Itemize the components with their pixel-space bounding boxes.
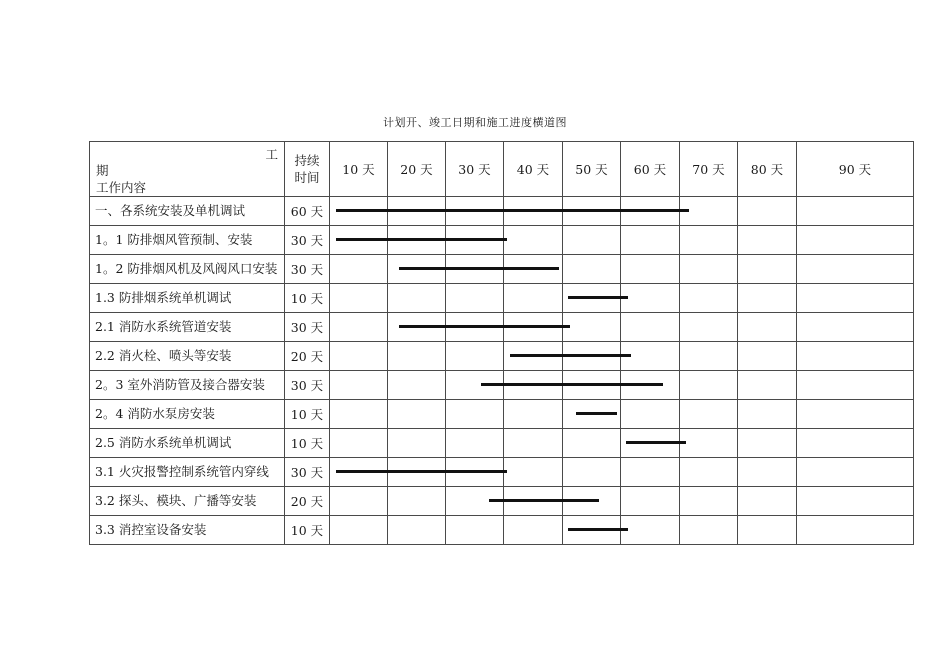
timeline-cell	[797, 487, 914, 516]
period-header: 80 天	[738, 142, 797, 197]
timeline-cell	[563, 371, 621, 400]
timeline-cell	[738, 429, 797, 458]
timeline-cell	[388, 458, 446, 487]
task-name-cell	[90, 342, 285, 371]
duration-label-line2: 时间	[294, 170, 320, 185]
timeline-cell	[330, 342, 388, 371]
header-corner-cell	[90, 142, 285, 197]
timeline-cell	[388, 313, 446, 342]
timeline-cell	[621, 226, 680, 255]
timeline-cell	[680, 313, 738, 342]
timeline-cell	[563, 429, 621, 458]
period-header: 90 天	[797, 142, 914, 197]
timeline-cell	[504, 313, 563, 342]
timeline-cell	[388, 284, 446, 313]
timeline-cell	[330, 197, 388, 226]
task-row	[90, 487, 914, 516]
timeline-cell	[680, 255, 738, 284]
timeline-cell	[563, 197, 621, 226]
timeline-cell	[504, 429, 563, 458]
gantt-table	[89, 141, 872, 541]
timeline-cell	[797, 400, 914, 429]
task-row	[90, 284, 914, 313]
timeline-cell	[797, 458, 914, 487]
timeline-cell	[446, 400, 504, 429]
timeline-cell	[621, 458, 680, 487]
task-row	[90, 429, 914, 458]
timeline-cell	[504, 284, 563, 313]
timeline-cell	[621, 429, 680, 458]
task-name-cell	[90, 516, 285, 545]
timeline-cell	[563, 487, 621, 516]
timeline-cell	[680, 487, 738, 516]
period-header: 70 天	[680, 142, 738, 197]
timeline-cell	[563, 342, 621, 371]
timeline-cell	[446, 487, 504, 516]
period-header: 60 天	[621, 142, 680, 197]
timeline-cell	[388, 255, 446, 284]
task-row	[90, 197, 914, 226]
task-row	[90, 226, 914, 255]
task-name: 2。3 室外消防管及接合器安装	[95, 377, 265, 392]
timeline-cell	[738, 284, 797, 313]
timeline-cell	[330, 429, 388, 458]
header-row	[90, 142, 914, 197]
timeline-cell	[446, 197, 504, 226]
task-name-cell	[90, 226, 285, 255]
task-duration: 10 天	[285, 429, 330, 458]
timeline-cell	[446, 429, 504, 458]
task-name-cell	[90, 313, 285, 342]
corner-period-label-2: 期	[96, 163, 109, 178]
timeline-cell	[680, 516, 738, 545]
timeline-cell	[388, 371, 446, 400]
timeline-cell	[738, 400, 797, 429]
timeline-cell	[446, 458, 504, 487]
timeline-cell	[563, 284, 621, 313]
timeline-cell	[446, 255, 504, 284]
timeline-cell	[330, 400, 388, 429]
task-name-cell	[90, 371, 285, 400]
timeline-cell	[446, 371, 504, 400]
task-row	[90, 255, 914, 284]
timeline-cell	[563, 400, 621, 429]
timeline-cell	[680, 342, 738, 371]
task-name: 1。2 防排烟风机及风阀风口安装	[95, 261, 278, 276]
timeline-cell	[563, 313, 621, 342]
timeline-cell	[504, 487, 563, 516]
timeline-cell	[330, 226, 388, 255]
timeline-cell	[388, 516, 446, 545]
task-name-cell	[90, 197, 285, 226]
task-name-cell	[90, 429, 285, 458]
task-duration: 30 天	[285, 371, 330, 400]
timeline-cell	[738, 371, 797, 400]
timeline-cell	[738, 226, 797, 255]
timeline-cell	[738, 458, 797, 487]
task-duration: 20 天	[285, 342, 330, 371]
task-row	[90, 516, 914, 545]
corner-period-label: 工	[265, 147, 278, 162]
task-row	[90, 400, 914, 429]
task-duration: 10 天	[285, 284, 330, 313]
timeline-cell	[446, 342, 504, 371]
timeline-cell	[388, 342, 446, 371]
timeline-cell	[621, 487, 680, 516]
timeline-cell	[446, 226, 504, 255]
timeline-cell	[330, 458, 388, 487]
task-row	[90, 342, 914, 371]
timeline-cell	[446, 516, 504, 545]
task-name: 2。4 消防水泵房安装	[95, 406, 215, 421]
timeline-cell	[330, 371, 388, 400]
timeline-cell	[563, 516, 621, 545]
timeline-cell	[330, 284, 388, 313]
timeline-cell	[797, 226, 914, 255]
timeline-cell	[738, 487, 797, 516]
timeline-cell	[504, 516, 563, 545]
timeline-cell	[446, 284, 504, 313]
timeline-cell	[797, 284, 914, 313]
timeline-cell	[621, 342, 680, 371]
task-rows	[90, 197, 914, 545]
task-name: 3.2 探头、模块、广播等安装	[95, 493, 257, 508]
corner-task-label: 工作内容	[96, 180, 147, 195]
timeline-cell	[621, 371, 680, 400]
timeline-cell	[388, 400, 446, 429]
timeline-cell	[504, 458, 563, 487]
task-duration: 30 天	[285, 226, 330, 255]
task-row	[90, 371, 914, 400]
task-duration: 30 天	[285, 313, 330, 342]
task-row	[90, 458, 914, 487]
timeline-cell	[680, 429, 738, 458]
timeline-cell	[680, 197, 738, 226]
timeline-cell	[388, 226, 446, 255]
timeline-cell	[738, 516, 797, 545]
task-duration: 30 天	[285, 458, 330, 487]
timeline-cell	[446, 313, 504, 342]
timeline-cell	[504, 371, 563, 400]
timeline-cell	[680, 458, 738, 487]
task-duration: 30 天	[285, 255, 330, 284]
task-name-cell	[90, 458, 285, 487]
task-name: 3.3 消控室设备安装	[95, 522, 207, 537]
duration-label-line1: 持续	[294, 153, 320, 168]
task-name: 2.1 消防水系统管道安装	[95, 319, 232, 334]
timeline-cell	[504, 226, 563, 255]
timeline-cell	[738, 313, 797, 342]
timeline-cell	[797, 342, 914, 371]
timeline-cell	[797, 255, 914, 284]
timeline-cell	[621, 197, 680, 226]
task-row	[90, 313, 914, 342]
chart-title: 计划开、竣工日期和施工进度横道图	[383, 116, 567, 129]
task-name: 2.5 消防水系统单机调试	[95, 435, 232, 450]
timeline-cell	[504, 197, 563, 226]
timeline-cell	[330, 516, 388, 545]
timeline-cell	[621, 400, 680, 429]
timeline-cell	[504, 400, 563, 429]
timeline-cell	[504, 342, 563, 371]
task-duration: 20 天	[285, 487, 330, 516]
timeline-cell	[738, 255, 797, 284]
task-name: 一、各系统安装及单机调试	[95, 203, 246, 218]
timeline-cell	[621, 516, 680, 545]
task-name-cell	[90, 255, 285, 284]
task-name: 1.3 防排烟系统单机调试	[95, 290, 232, 305]
timeline-cell	[680, 226, 738, 255]
timeline-cell	[563, 458, 621, 487]
timeline-cell	[330, 487, 388, 516]
timeline-cell	[797, 429, 914, 458]
timeline-cell	[680, 400, 738, 429]
timeline-cell	[388, 429, 446, 458]
timeline-cell	[621, 284, 680, 313]
timeline-cell	[330, 313, 388, 342]
timeline-cell	[330, 255, 388, 284]
timeline-cell	[621, 255, 680, 284]
timeline-cell	[738, 342, 797, 371]
task-duration: 10 天	[285, 516, 330, 545]
task-name: 1。1 防排烟风管预制、安装	[95, 232, 253, 247]
period-header: 30 天	[446, 142, 504, 197]
period-header: 40 天	[504, 142, 563, 197]
timeline-cell	[738, 197, 797, 226]
period-header: 50 天	[563, 142, 621, 197]
timeline-cell	[680, 371, 738, 400]
timeline-cell	[388, 197, 446, 226]
timeline-cell	[797, 516, 914, 545]
timeline-cell	[797, 313, 914, 342]
timeline-cell	[797, 197, 914, 226]
period-header: 20 天	[388, 142, 446, 197]
timeline-cell	[680, 284, 738, 313]
task-name-cell	[90, 400, 285, 429]
task-name-cell	[90, 487, 285, 516]
task-name: 3.1 火灾报警控制系统管内穿线	[95, 464, 269, 479]
timeline-cell	[621, 313, 680, 342]
timeline-cell	[388, 487, 446, 516]
header-duration	[285, 142, 330, 197]
task-duration: 10 天	[285, 400, 330, 429]
timeline-cell	[797, 371, 914, 400]
task-duration: 60 天	[285, 197, 330, 226]
timeline-cell	[563, 255, 621, 284]
timeline-cell	[563, 226, 621, 255]
timeline-cell	[504, 255, 563, 284]
period-header: 10 天	[330, 142, 388, 197]
task-name: 2.2 消火栓、喷头等安装	[95, 348, 232, 363]
task-name-cell	[90, 284, 285, 313]
